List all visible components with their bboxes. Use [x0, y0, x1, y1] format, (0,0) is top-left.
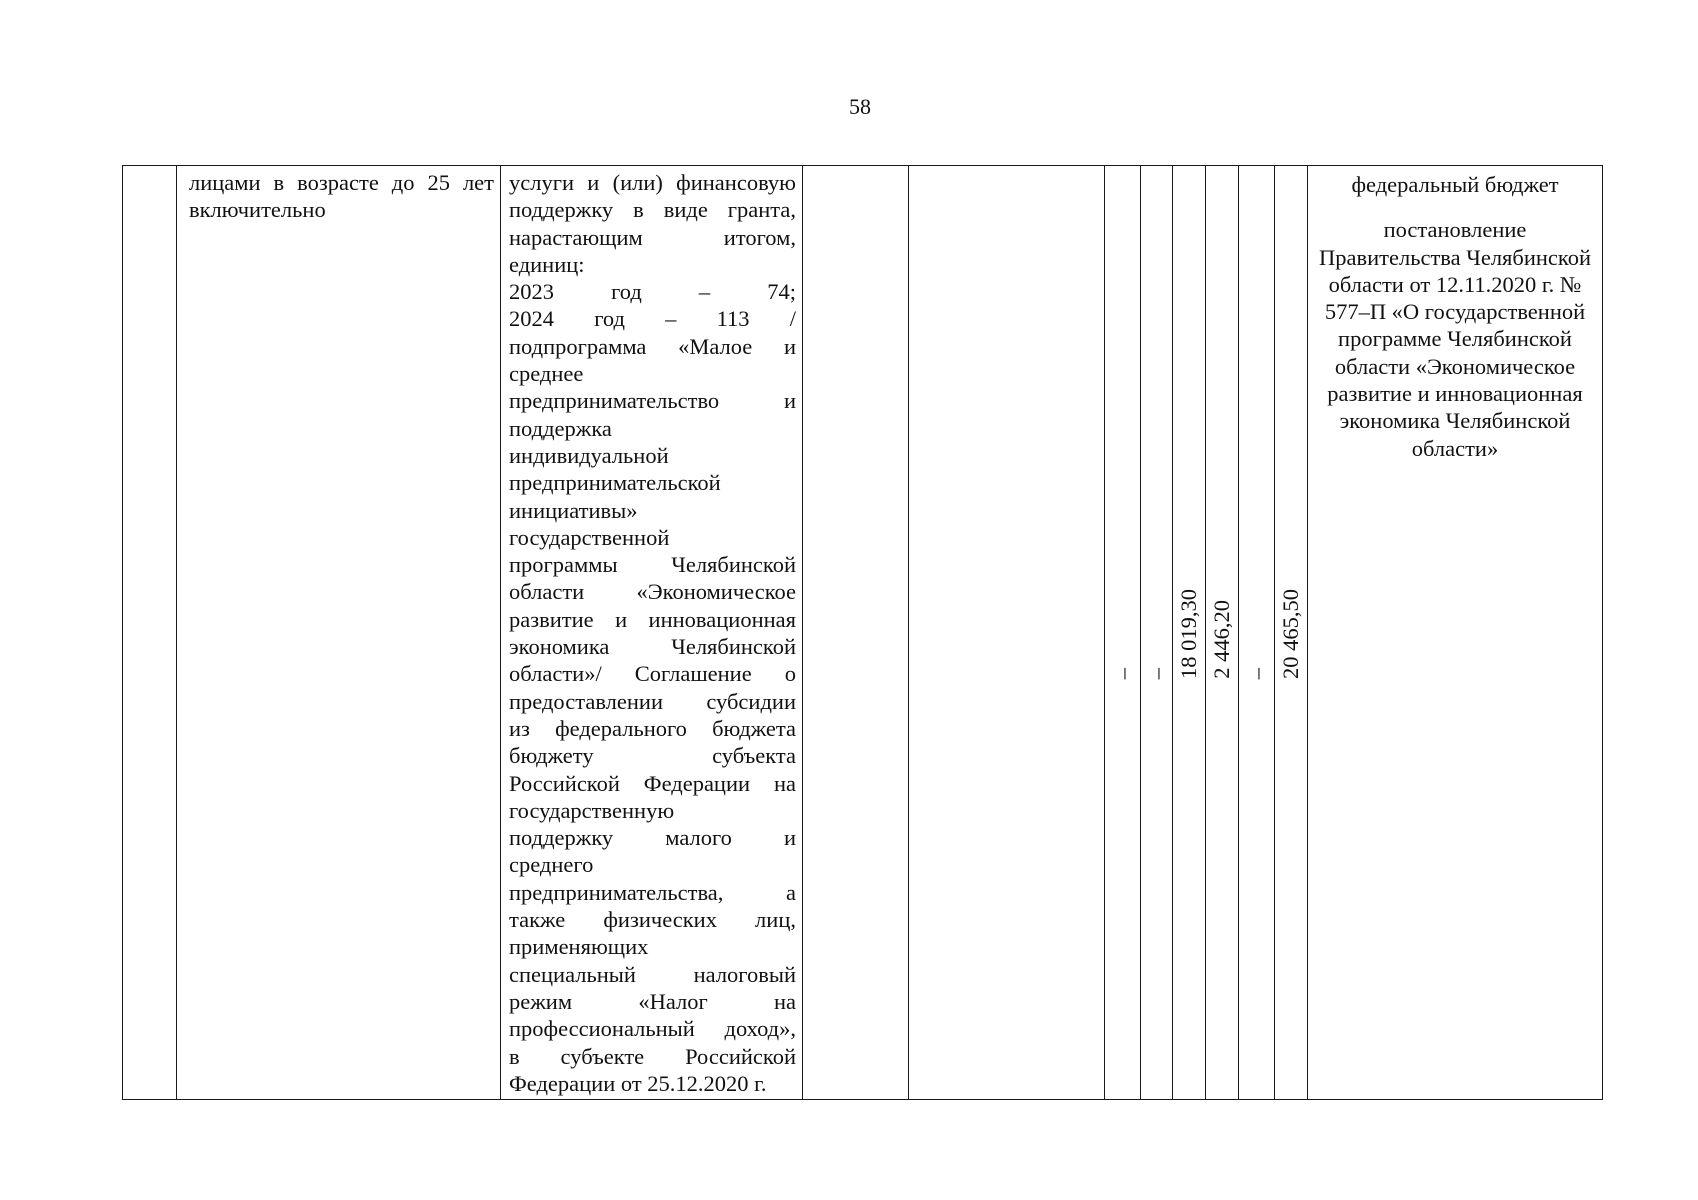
amount-1-value: – [1109, 667, 1135, 679]
result-line: поддержку в виде гранта, [509, 197, 796, 223]
result-line: развитие и инновационная [509, 606, 796, 632]
result-line: нарастающим итогом, [509, 224, 796, 250]
cell-amount-3 [1173, 166, 1206, 1100]
result-line: 2023 год – 74; [509, 279, 796, 305]
cell-funding-source [1308, 166, 1603, 1100]
cell-amount-1 [1105, 166, 1141, 1100]
result-line: также физических лиц, [509, 907, 796, 933]
result-line: государственной [509, 524, 670, 550]
amount-4-value: 2 446,20 [1209, 600, 1234, 679]
result-line: единиц: [509, 251, 585, 277]
result-line: инициативы» [509, 497, 638, 523]
amount-5-value: – [1243, 667, 1269, 679]
cell-col-5 [909, 166, 1105, 1100]
result-line: поддержка [509, 415, 612, 441]
amount-3-value: 18 019,30 [1176, 589, 1201, 679]
result-line: 2024 год – 113 / [509, 306, 796, 332]
result-text [509, 169, 796, 1097]
result-line: специальный налоговый [509, 961, 796, 987]
result-line: профессиональный доход», [509, 1016, 796, 1042]
page-number: 58 [849, 94, 871, 119]
result-line: предпринимательства, а [509, 879, 796, 905]
result-line: подпрограмма «Малое и [509, 333, 796, 359]
result-line: предоставлении субсидии [509, 688, 796, 714]
result-line: государственную [509, 797, 675, 823]
result-line: из федерального бюджета [509, 715, 796, 741]
cell-result-indicator [501, 166, 803, 1100]
funding-legal-act: постановление Правительства Челябинской области от 12.11.2020 г. № 577–П «О государственной программе Челябинской области «Экономическое развитие и инновационная экономика Челябинской области» [1319, 217, 1591, 461]
result-line: среднее [509, 361, 584, 387]
result-line: среднего [509, 852, 594, 878]
result-line: предпринимательство и [509, 388, 796, 414]
result-line: Федерации от 25.12.2020 г. [509, 1070, 767, 1096]
result-line: режим «Налог на [509, 988, 796, 1014]
result-line: услуги и (или) финансовую [509, 170, 796, 195]
result-line: программы Челябинской [509, 552, 796, 578]
activity-table [122, 165, 1603, 1100]
result-line: поддержку малого и [509, 825, 796, 851]
table-row [123, 166, 1603, 1100]
result-line: индивидуальной [509, 442, 669, 468]
cell-amount-4 [1206, 166, 1239, 1100]
cell-col-4 [803, 166, 909, 1100]
cell-index [123, 166, 177, 1100]
result-line: применяющих [509, 934, 649, 960]
cell-amount-5 [1239, 166, 1275, 1100]
result-line: предпринимательской [509, 470, 721, 496]
cell-activity-name: лицами в возрасте до 25 лет включительно [177, 166, 501, 1100]
result-line: в субъекте Российской [509, 1043, 796, 1069]
cell-amount-2 [1141, 166, 1173, 1100]
amount-2-value: – [1143, 667, 1169, 679]
amount-total-value: 20 465,50 [1278, 589, 1303, 679]
result-line: области «Экономическое [509, 579, 796, 605]
cell-amount-total [1275, 166, 1308, 1100]
result-line: Российской Федерации на [509, 770, 796, 796]
funding-budget: федеральный бюджет [1351, 172, 1559, 197]
result-line: бюджету субъекта [509, 743, 796, 769]
result-line: области»/ Соглашение о [509, 661, 796, 687]
result-line: экономика Челябинской [509, 634, 796, 660]
